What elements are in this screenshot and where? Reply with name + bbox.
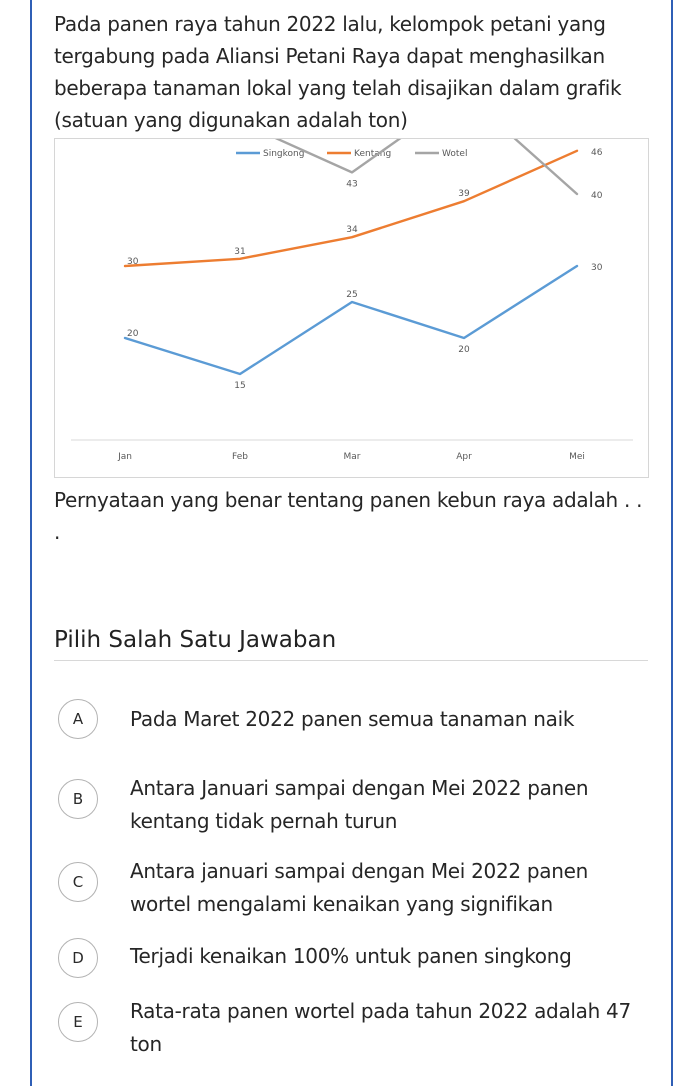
question-stem: Pernyataan yang benar tentang panen kebun raya adalah . . .: [54, 488, 643, 544]
data-label-wotel-mar: 43: [346, 179, 358, 190]
series-line-kentang: [125, 151, 577, 266]
option-c-text[interactable]: Antara januari sampai dengan Mei 2022 panen wortel mengalami kenaikan yang signifikan: [130, 859, 588, 916]
data-label-kentang-mar: 34: [346, 225, 358, 236]
x-tick-label-jan: Jan: [118, 452, 132, 462]
option-b-text[interactable]: Antara Januari sampai dengan Mei 2022 panen kentang tidak pernah turun: [130, 776, 589, 833]
data-label-kentang-jan: 30: [127, 257, 139, 267]
option-d-text[interactable]: Terjadi kenaikan 100% untuk panen singkong: [130, 944, 572, 968]
x-tick-label-mei: Mei: [569, 452, 585, 462]
option-e-badge[interactable]: E: [58, 1002, 98, 1042]
data-label-singkong-mei: 30: [591, 263, 603, 273]
answers-heading: Pilih Salah Satu Jawaban: [54, 627, 337, 653]
x-tick-label-mar: Mar: [343, 452, 361, 462]
data-label-singkong-apr: 20: [458, 345, 470, 355]
option-a-badge[interactable]: A: [58, 699, 98, 739]
legend-label-kentang: Kentang: [354, 149, 392, 159]
legend-label-wotel: Wotel: [442, 149, 468, 159]
answers-divider: [54, 660, 648, 661]
option-d-badge[interactable]: D: [58, 938, 98, 978]
data-label-singkong-jan: 20: [127, 329, 139, 339]
data-label-kentang-mei: 46: [591, 147, 603, 158]
data-label-singkong-mar: 25: [346, 290, 358, 300]
series-line-singkong: [125, 266, 577, 374]
option-a-text[interactable]: Pada Maret 2022 panen semua tanaman naik: [130, 707, 575, 731]
option-b-badge[interactable]: B: [58, 779, 98, 819]
chart-canvas: [55, 139, 648, 477]
frame-left-border: [30, 0, 32, 1086]
data-label-wotel-mei: 40: [591, 191, 603, 201]
question-card: [54, 0, 650, 1056]
option-e-text[interactable]: Rata-rata panen wortel pada tahun 2022 adalah 47 ton: [130, 999, 631, 1056]
option-c-badge[interactable]: C: [58, 862, 98, 902]
legend-label-singkong: Singkong: [263, 149, 305, 159]
frame-right-border: [671, 0, 673, 1086]
line-chart: [54, 138, 649, 478]
x-tick-label-apr: Apr: [456, 452, 472, 462]
data-label-singkong-feb: 15: [234, 381, 246, 391]
data-label-kentang-apr: 39: [458, 189, 470, 200]
question-text: Pada panen raya tahun 2022 lalu, kelompok petani yang tergabung pada Aliansi Petani Raya dapat menghasilkan beberapa tanaman lokal yang telah disajikan dalam grafik (satuan yang digunakan adalah ton): [54, 12, 622, 132]
data-label-kentang-feb: 31: [234, 246, 246, 257]
x-tick-label-feb: Feb: [232, 452, 248, 462]
